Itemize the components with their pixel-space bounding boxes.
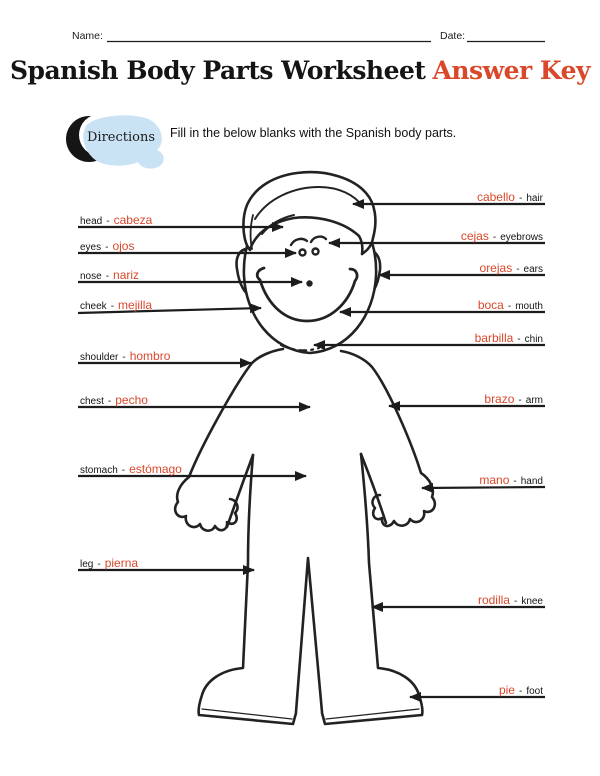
label-eyebrows	[461, 229, 543, 243]
label-separator: -	[121, 465, 126, 476]
label-spanish: orejas	[479, 261, 513, 275]
label-spanish: pie	[498, 683, 515, 697]
label-hair	[477, 190, 543, 204]
left-torso-leg-boot	[199, 455, 296, 724]
label-mouth	[478, 298, 543, 312]
label-english: shoulder	[80, 352, 119, 363]
label-english: mouth	[515, 301, 543, 312]
page-title-main: Spanish Body Parts Worksheet	[9, 56, 426, 85]
label-english: chest	[80, 396, 104, 407]
directions-badge-label: Directions	[86, 130, 156, 145]
label-nose	[80, 268, 139, 282]
label-shoulder	[80, 349, 170, 363]
date-label: Date:	[440, 30, 466, 42]
label-english: head	[80, 216, 103, 227]
label-english: eyes	[80, 242, 102, 253]
label-spanish: hombro	[129, 349, 171, 363]
label-chest	[80, 393, 148, 407]
label-separator: -	[106, 216, 110, 227]
label-english: stomach	[80, 465, 118, 476]
label-separator: -	[507, 301, 512, 312]
label-spanish: brazo	[484, 392, 515, 406]
label-english: ears	[523, 264, 543, 275]
label-spanish: cabeza	[113, 213, 153, 227]
label-spanish: cabello	[476, 190, 515, 204]
label-english: foot	[526, 686, 543, 697]
label-separator: -	[518, 193, 523, 204]
label-separator: -	[517, 334, 521, 345]
label-english: hand	[520, 476, 543, 487]
right-torso-leg-boot	[322, 454, 422, 724]
label-foot	[499, 683, 543, 697]
label-separator: -	[518, 686, 523, 697]
left-eye	[300, 250, 306, 256]
label-separator: -	[518, 395, 522, 406]
page-title-answer-key: Answer Key	[432, 56, 591, 85]
right-eye	[313, 249, 319, 255]
label-english: hair	[526, 193, 543, 204]
label-spanish: barbilla	[474, 331, 514, 345]
label-chin	[475, 331, 543, 345]
label-cheek	[80, 298, 152, 312]
nose	[306, 280, 312, 286]
label-hand	[479, 473, 543, 487]
inner-leg-lines	[296, 558, 322, 712]
label-spanish: pecho	[115, 393, 148, 407]
label-spanish: rodilla	[477, 593, 510, 607]
label-eyes	[80, 239, 134, 253]
label-english: eyebrows	[500, 232, 543, 243]
label-knee	[478, 593, 543, 607]
arrow-hand	[422, 487, 545, 488]
label-ears	[480, 261, 543, 275]
label-spanish: nariz	[113, 268, 140, 282]
label-spanish: boca	[477, 298, 504, 312]
label-english: leg	[80, 559, 94, 570]
label-separator: -	[492, 232, 497, 243]
label-separator: -	[516, 264, 520, 275]
label-english: knee	[521, 596, 543, 607]
directions-instruction-text: Fill in the below blanks with the Spanish body parts.	[170, 126, 457, 140]
label-leg	[80, 556, 138, 570]
page-title	[0, 56, 600, 85]
label-spanish: estómago	[129, 462, 182, 476]
label-stomach	[80, 462, 182, 476]
label-separator: -	[110, 301, 115, 312]
label-spanish: mejilla	[118, 298, 153, 312]
name-label: Name:	[72, 30, 103, 42]
label-separator: -	[105, 242, 109, 253]
left-arm-and-hand	[175, 349, 283, 531]
label-head	[80, 213, 152, 227]
label-arm	[484, 392, 543, 406]
label-spanish: cejas	[460, 229, 489, 243]
boy-figure-illustration	[175, 172, 435, 724]
right-arm-and-hand	[341, 351, 435, 526]
label-english: chin	[524, 334, 543, 345]
label-english: nose	[80, 271, 102, 282]
label-english: cheek	[80, 301, 107, 312]
label-separator: -	[122, 352, 126, 363]
label-english: arm	[525, 395, 543, 406]
label-separator: -	[105, 271, 110, 282]
label-separator: -	[513, 476, 517, 487]
label-spanish: ojos	[112, 239, 135, 253]
label-spanish: pierna	[104, 556, 139, 570]
label-separator: -	[107, 396, 112, 407]
label-spanish: mano	[479, 473, 510, 487]
label-separator: -	[97, 559, 101, 570]
label-separator: -	[513, 596, 518, 607]
